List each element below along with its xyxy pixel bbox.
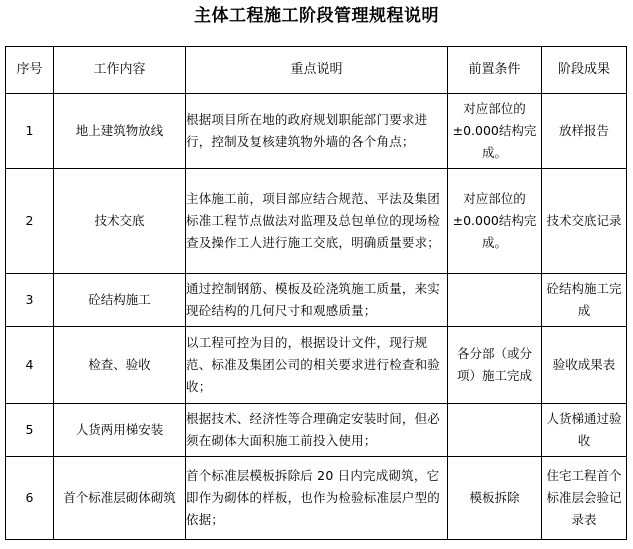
key-points: 根据项目所在地的政府规划职能部门要求进行，控制及复核建筑物外墙的各个角点； <box>186 94 448 169</box>
work-content: 检查、验收 <box>54 327 186 404</box>
precondition <box>448 274 542 327</box>
work-content: 首个标准层砌体砌筑 <box>54 457 186 540</box>
precondition: 模板拆除 <box>448 457 542 540</box>
header-stage-result: 阶段成果 <box>542 47 627 94</box>
table-header-row <box>6 47 627 94</box>
row-number: 1 <box>6 94 54 169</box>
table-row <box>6 169 627 274</box>
stage-result: 验收成果表 <box>542 327 627 404</box>
precondition <box>448 404 542 457</box>
header-no: 序号 <box>6 47 54 94</box>
table-row <box>6 404 627 457</box>
document-title: 主体工程施工阶段管理规程说明 <box>194 6 439 26</box>
header-work-content: 工作内容 <box>54 47 186 94</box>
row-number: 6 <box>6 457 54 540</box>
work-content: 地上建筑物放线 <box>54 94 186 169</box>
row-number: 2 <box>6 169 54 274</box>
stage-result: 砼结构施工完成 <box>542 274 627 327</box>
table-row <box>6 274 627 327</box>
key-points: 以工程可控为目的，根据设计文件，现行规范、标准及集团公司的相关要求进行检查和验收； <box>186 327 448 404</box>
work-content: 砼结构施工 <box>54 274 186 327</box>
table-row <box>6 457 627 540</box>
precondition: 对应部位的±0.000结构完成。 <box>448 169 542 274</box>
header-preconditions: 前置条件 <box>448 47 542 94</box>
row-number: 4 <box>6 327 54 404</box>
stage-result: 人货梯通过验收 <box>542 404 627 457</box>
stage-result: 技术交底记录 <box>542 169 627 274</box>
key-points: 首个标准层模板拆除后 20 日内完成砌筑，它即作为砌体的样板，也作为检验标准层户型的依据； <box>186 457 448 540</box>
table-row <box>6 327 627 404</box>
header-key-points: 重点说明 <box>186 47 448 94</box>
precondition: 各分部（或分项）施工完成 <box>448 327 542 404</box>
stage-result: 放样报告 <box>542 94 627 169</box>
key-points: 通过控制钢筋、模板及砼浇筑施工质量，来实现砼结构的几何尺寸和观感质量； <box>186 274 448 327</box>
stage-result: 住宅工程首个标准层会验记录表 <box>542 457 627 540</box>
key-points: 主体施工前，项目部应结合规范、平法及集团标准工程节点做法对监理及总包单位的现场检查及操作工人进行施工交底，明确质量要求； <box>186 169 448 274</box>
table-row <box>6 94 627 169</box>
key-points: 根据技术、经济性等合理确定安装时间，但必须在砌体大面积施工前投入使用； <box>186 404 448 457</box>
work-content: 人货两用梯安装 <box>54 404 186 457</box>
row-number: 5 <box>6 404 54 457</box>
row-number: 3 <box>6 274 54 327</box>
work-content: 技术交底 <box>54 169 186 274</box>
precondition: 对应部位的±0.000结构完成。 <box>448 94 542 169</box>
procedure-table <box>5 46 627 540</box>
